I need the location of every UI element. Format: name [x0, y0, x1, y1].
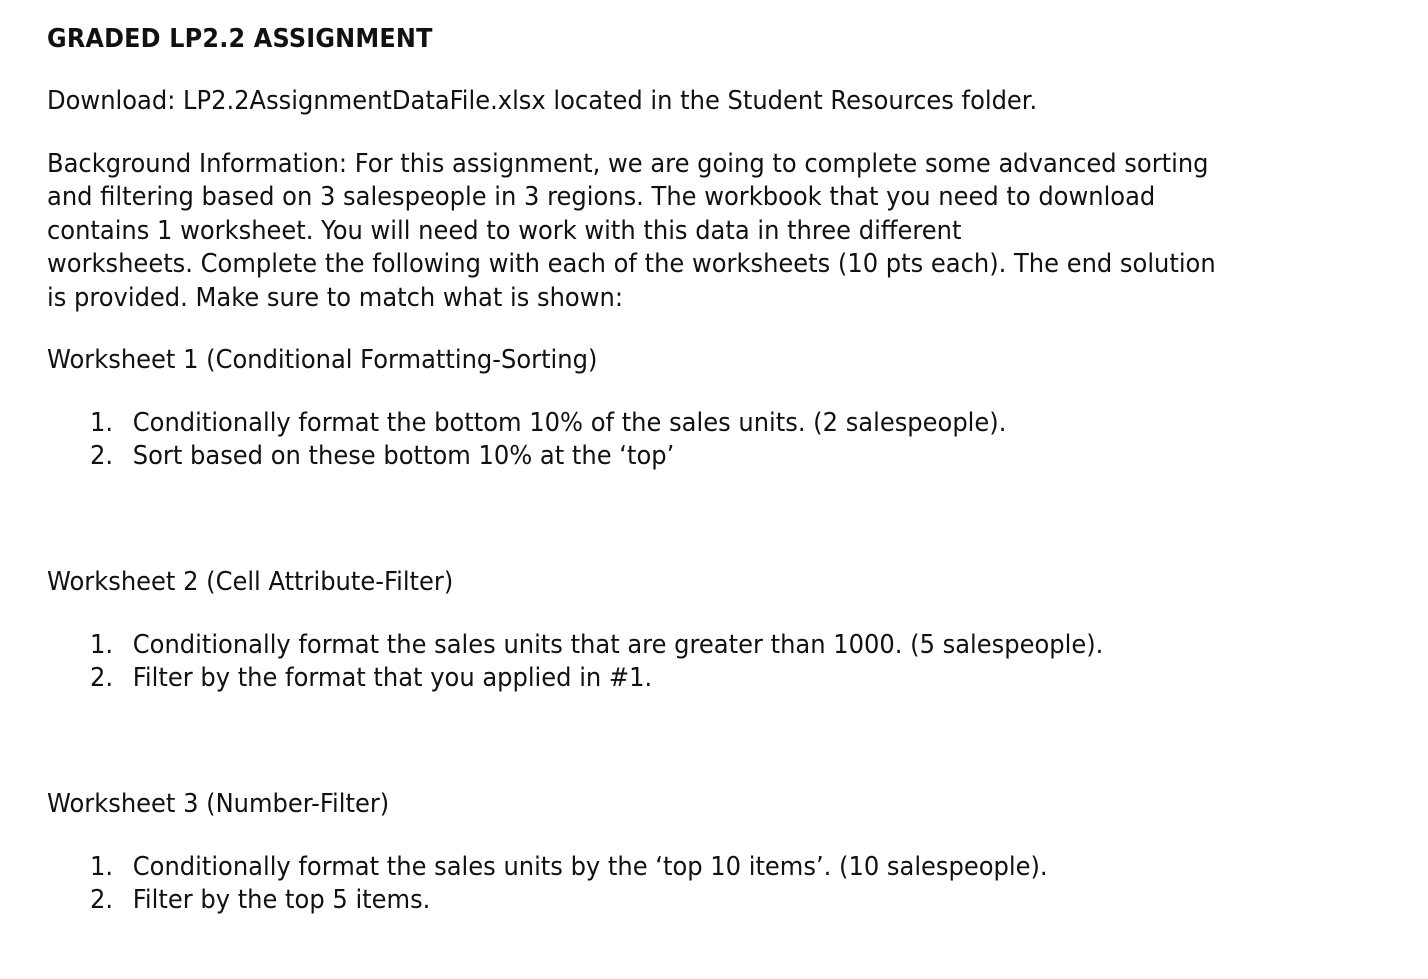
list-item — [90, 662, 1103, 695]
list-item — [90, 629, 1103, 662]
list-item — [90, 884, 1048, 917]
worksheet-1-heading: Worksheet 1 (Conditional Formatting-Sorting) — [47, 345, 598, 375]
step-number: 1. — [90, 852, 114, 882]
document-title: GRADED LP2.2 ASSIGNMENT — [47, 24, 433, 54]
worksheet-3-heading: Worksheet 3 (Number-Filter) — [47, 789, 390, 819]
worksheet-2-heading: Worksheet 2 (Cell Attribute-Filter) — [47, 567, 454, 597]
step-number: 1. — [90, 408, 114, 438]
step-number: 2. — [90, 441, 114, 472]
background-line: and filtering based on 3 salespeople in 3 regions. The workbook that you need to download — [47, 182, 1156, 213]
background-line: contains 1 worksheet. You will need to work with this data in three different — [47, 215, 962, 246]
list-item — [90, 851, 1048, 884]
worksheet-1-steps — [90, 407, 1075, 474]
worksheet-2-steps — [90, 629, 1180, 696]
worksheet-3-steps — [90, 851, 1120, 918]
step-text: Conditionally format the sales units that are greater than 1000. (5 salespeople). — [132, 630, 1104, 660]
step-number: 2. — [90, 885, 114, 916]
background-line: is provided. Make sure to match what is shown: — [47, 282, 623, 313]
list-item — [90, 407, 1006, 440]
step-number: 2. — [90, 663, 114, 694]
step-text: Conditionally format the sales units by the ‘top 10 items’. (10 salespeople). — [132, 852, 1048, 882]
background-information — [47, 148, 1216, 315]
step-text: Conditionally format the bottom 10% of the sales units. (2 salespeople). — [132, 408, 1007, 438]
step-text: Filter by the format that you applied in #1. — [132, 663, 653, 694]
step-text: Sort based on these bottom 10% at the ‘top’ — [132, 441, 675, 472]
list-item — [90, 440, 1006, 473]
step-text: Filter by the top 5 items. — [132, 885, 431, 916]
step-number: 1. — [90, 630, 114, 660]
background-line: Background Information: For this assignment, we are going to complete some advanced sorting — [47, 149, 1209, 179]
download-instruction: Download: LP2.2AssignmentDataFile.xlsx located in the Student Resources folder. — [47, 86, 1038, 116]
background-line: worksheets. Complete the following with each of the worksheets (10 pts each). The end solution — [47, 249, 1216, 280]
